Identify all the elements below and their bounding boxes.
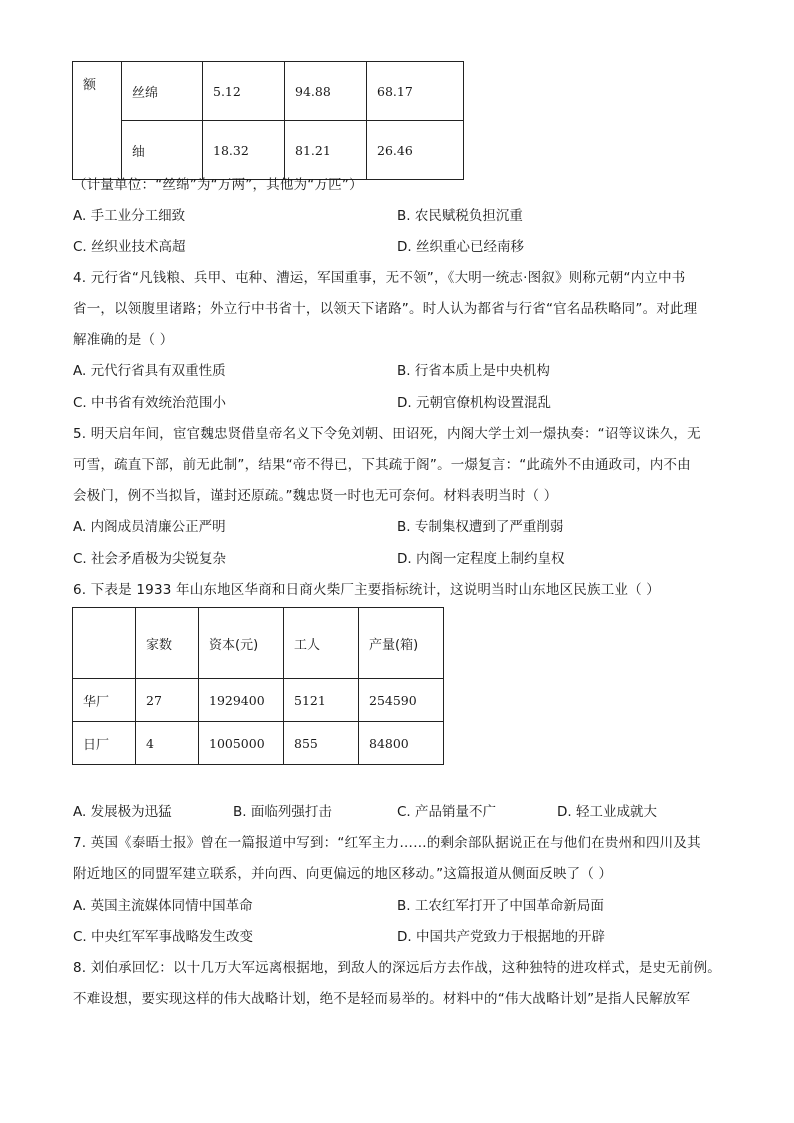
table-cell: 94.88 xyxy=(285,62,367,121)
q4-stem-line: 4. 元行省“凡钱粮、兵甲、屯种、漕运，军国重事，无不领”，《大明一统志·图叙》则称元朝“内立中书 xyxy=(73,270,686,286)
q6-option-d[interactable]: D. 轻工业成就大 xyxy=(557,804,657,820)
q6-stem-line: 6. 下表是 1933 年山东地区华商和日商火柴厂主要指标统计，这说明当时山东地区民族工业（ ） xyxy=(73,582,661,598)
q6-option-b[interactable]: B. 面临列强打击 xyxy=(233,804,332,820)
table-cell: 䌷 xyxy=(122,121,203,180)
q4-option-a[interactable]: A. 元代行省具有双重性质 xyxy=(73,363,226,379)
q3-option-b[interactable]: B. 农民赋税负担沉重 xyxy=(397,208,523,224)
unit-note: （计量单位：“丝绵”为“万两”，其他为“万匹”） xyxy=(73,177,363,193)
q8-stem-line: 不难设想，要实现这样的伟大战略计划，绝不是轻而易举的。材料中的“伟大战略计划”是指人民解放军 xyxy=(73,991,691,1007)
table-cell: 华厂 xyxy=(73,679,136,722)
table-row xyxy=(73,121,464,180)
table-cell: 18.32 xyxy=(203,121,285,180)
table-cell: 81.21 xyxy=(285,121,367,180)
q5-stem-line: 5. 明天启年间，宦官魏忠贤借皇帝名义下令免刘朝、田诏死，内阁大学士刘一燝执奏：“诏等议诛久，无 xyxy=(73,426,701,442)
q5-option-d[interactable]: D. 内阁一定程度上制约皇权 xyxy=(397,551,565,567)
q4-stem-line: 省一，以领腹里诸路；外立行中书省十，以领天下诸路”。时人认为都省与行省“官名品秩略同”。对此理 xyxy=(73,301,698,317)
q3-option-c[interactable]: C. 丝织业技术高超 xyxy=(73,239,186,255)
table-cell: 丝绵 xyxy=(122,62,203,121)
table-cell: 68.17 xyxy=(367,62,464,121)
q7-stem-line: 7. 英国《泰晤士报》曾在一篇报道中写到：“红军主力……的剩余部队据说正在与他们在贵州和四川及其 xyxy=(73,835,701,851)
q7-option-c[interactable]: C. 中央红军军事战略发生改变 xyxy=(73,929,254,945)
q4-option-c[interactable]: C. 中书省有效统治范围小 xyxy=(73,395,227,411)
table-cell: 5121 xyxy=(284,679,359,722)
table-cell: 日厂 xyxy=(73,722,136,765)
q7-option-b[interactable]: B. 工农红军打开了中国革命新局面 xyxy=(397,898,604,914)
table-header-cell: 工人 xyxy=(284,608,359,679)
table-header-cell: 产量(箱) xyxy=(359,608,444,679)
q7-option-d[interactable]: D. 中国共产党致力于根据地的开辟 xyxy=(397,929,605,945)
q6-option-c[interactable]: C. 产品销量不广 xyxy=(397,804,497,820)
table-cell: 1005000 xyxy=(199,722,284,765)
q5-stem-line: 会极门，例不当拟旨，谨封还原疏。”魏忠贤一时也无可奈何。材料表明当时（ ） xyxy=(73,488,558,504)
match-factory-table xyxy=(72,607,444,765)
q3-option-d[interactable]: D. 丝织重心已经南移 xyxy=(397,239,524,255)
table-cell: 855 xyxy=(284,722,359,765)
q4-stem-line: 解准确的是（ ） xyxy=(73,332,174,348)
q3-option-a[interactable]: A. 手工业分工细致 xyxy=(73,208,186,224)
q7-option-a[interactable]: A. 英国主流媒体同情中国革命 xyxy=(73,898,253,914)
table-row xyxy=(73,722,444,765)
q7-stem-line: 附近地区的同盟军建立联系，并向西、向更偏远的地区移动。”这篇报道从侧面反映了（ ） xyxy=(73,866,613,882)
silk-data-table xyxy=(72,61,464,180)
table-cell: 4 xyxy=(136,722,199,765)
table-cell: 254590 xyxy=(359,679,444,722)
table-cell: 84800 xyxy=(359,722,444,765)
table-cell: 26.46 xyxy=(367,121,464,180)
q5-option-a[interactable]: A. 内阁成员清廉公正严明 xyxy=(73,519,226,535)
table-header-cell: 资本(元) xyxy=(199,608,284,679)
q5-option-b[interactable]: B. 专制集权遭到了严重削弱 xyxy=(397,519,564,535)
q5-stem-line: 可雪，疏直下部，前无此制”，结果“帝不得已，下其疏于阁”。一燝复言：“此疏外不由通政司，内不由 xyxy=(73,457,691,473)
table-header-cell: 家数 xyxy=(136,608,199,679)
table-header-cell xyxy=(73,608,136,679)
table-cell: 5.12 xyxy=(203,62,285,121)
table-cell: 1929400 xyxy=(199,679,284,722)
q5-option-c[interactable]: C. 社会矛盾极为尖锐复杂 xyxy=(73,551,227,567)
q4-option-b[interactable]: B. 行省本质上是中央机构 xyxy=(397,363,550,379)
table-header-row xyxy=(73,608,444,679)
q8-stem-line: 8. 刘伯承回忆：以十几万大军远离根据地，到敌人的深远后方去作战，这种独特的进攻样式，是史无前例。 xyxy=(73,960,721,976)
table-row xyxy=(73,62,464,121)
table-row-label: 额 xyxy=(73,62,122,180)
q6-option-a[interactable]: A. 发展极为迅猛 xyxy=(73,804,172,820)
table-row xyxy=(73,679,444,722)
table-cell: 27 xyxy=(136,679,199,722)
q4-option-d[interactable]: D. 元朝官僚机构设置混乱 xyxy=(397,395,551,411)
